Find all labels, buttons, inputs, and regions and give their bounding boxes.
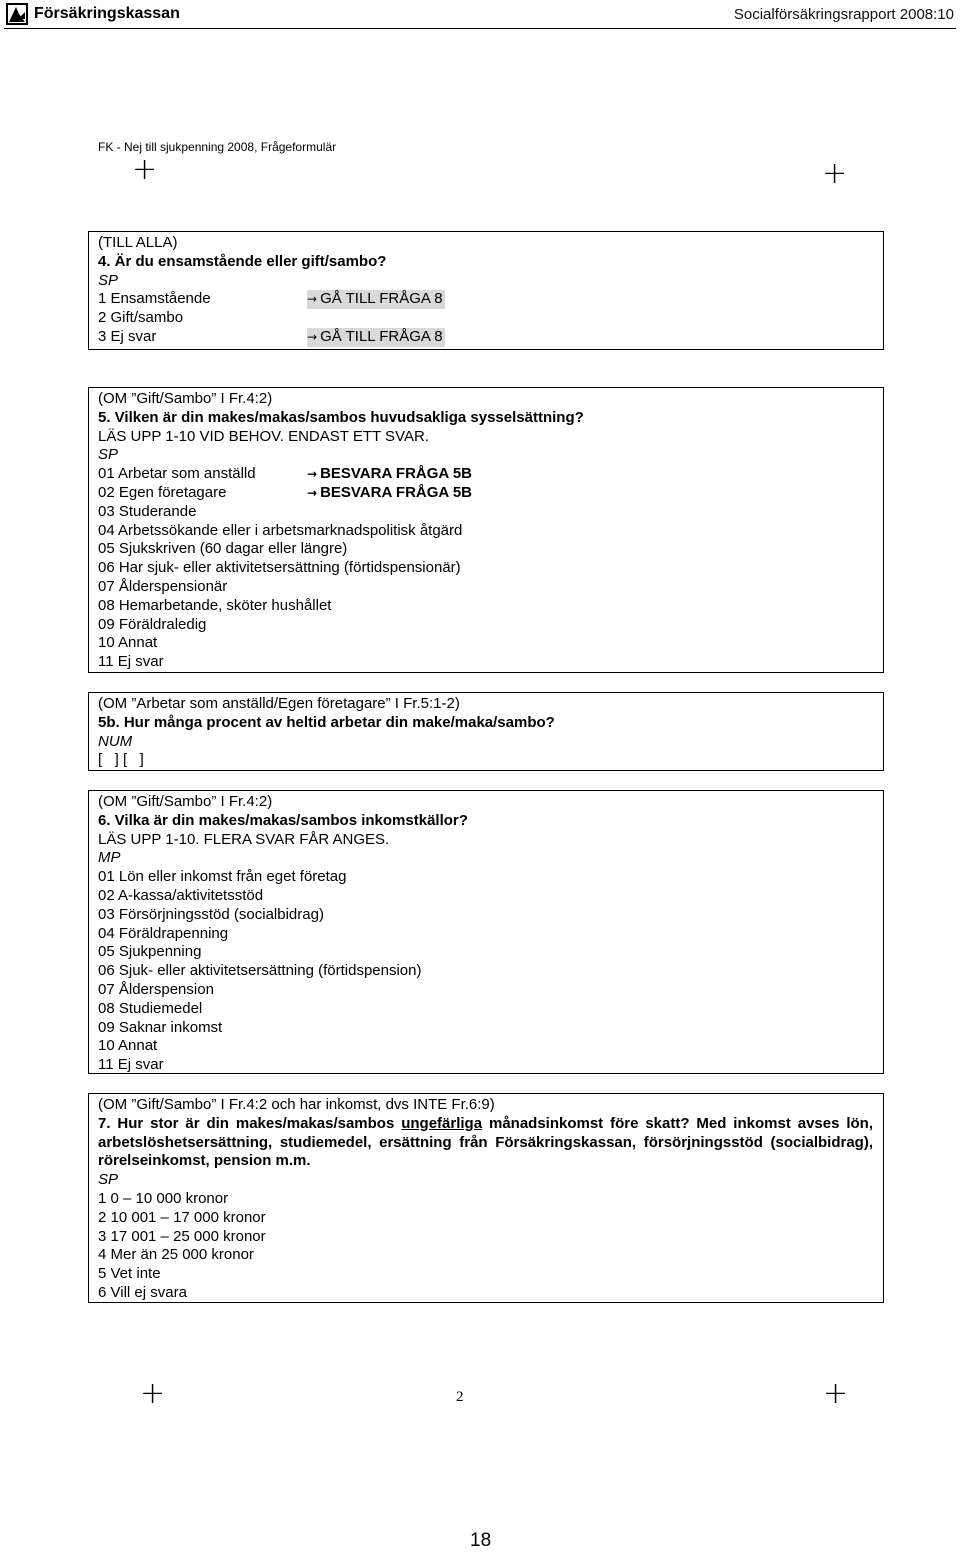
report-title: Socialförsäkringsrapport 2008:10 — [733, 6, 954, 23]
route-instruction: → BESVARA FRÅGA 5B — [307, 465, 473, 483]
option-item: 1 0 – 10 000 kronor — [98, 1189, 229, 1207]
option-item: 07 Ålderspension — [98, 980, 214, 998]
registration-mark: + — [823, 1376, 849, 1411]
arrow-icon: → — [307, 329, 318, 344]
option-item: 6 Vill ej svara — [98, 1283, 187, 1301]
route-instruction: → BESVARA FRÅGA 5B — [307, 483, 473, 501]
emphasized-word: ungefärliga — [401, 1114, 483, 1132]
option-item: 5 Vet inte — [98, 1265, 161, 1283]
option-item: 11 Ej svar — [98, 653, 164, 671]
answer-type: SP — [98, 446, 119, 464]
option-item: 02 A-kassa/aktivitetsstöd — [98, 886, 264, 904]
inner-page-number: 2 — [456, 1389, 464, 1405]
option-item: 08 Studiemedel — [98, 999, 203, 1017]
question-text: 6. Vilka är din makes/makas/sambos inkomstkällor? — [98, 811, 468, 829]
question-text: 5. Vilken är din makes/makas/sambos huvudsakliga sysselsättning? — [98, 408, 584, 426]
page-header — [4, 0, 956, 29]
form-title: FK - Nej till sjukpenning 2008, Frågeformulär — [98, 140, 337, 154]
option-item: 3 Ej svar → GÅ TILL FRÅGA 8 — [98, 327, 443, 345]
option-item: 05 Sjukpenning — [98, 943, 202, 961]
question-5-box — [88, 387, 884, 673]
logo-icon — [6, 3, 28, 25]
registration-mark: + — [140, 1376, 166, 1411]
option-item: 03 Studerande — [98, 502, 197, 520]
condition: (OM ”Gift/Sambo” I Fr.4:2) — [98, 793, 273, 810]
condition: (OM ”Gift/Sambo” I Fr.4:2) — [98, 390, 273, 407]
option-item: 3 17 001 – 25 000 kronor — [98, 1227, 266, 1245]
instruction: LÄS UPP 1-10 VID BEHOV. ENDAST ETT SVAR. — [98, 427, 429, 445]
option-item: 01 Arbetar som anställd → BESVARA FRÅGA 5B — [98, 465, 473, 483]
option-item: 10 Annat — [98, 1037, 158, 1055]
option-item: 01 Lön eller inkomst från eget företag — [98, 868, 347, 886]
question-text: 7. Hur stor är din makes/makas/sambos ungefärliga månadsinkomst före skatt? Med inkomst avses lön, arbetslöshetsersättning, studiemedel, ersättning från Försäkringskassan, försörjningsstöd (socialbidrag), rörelseinkomst, pension m.m. — [98, 1114, 873, 1170]
option-item: 02 Egen företagare → BESVARA FRÅGA 5B — [98, 483, 473, 501]
option-item: 4 Mer än 25 000 kronor — [98, 1246, 254, 1264]
arrow-icon: → — [307, 467, 318, 482]
option-item: 09 Föräldraledig — [98, 615, 207, 633]
logo-text: Försäkringskassan — [34, 5, 180, 22]
option-item: 06 Har sjuk- eller aktivitetsersättning (förtidspensionär) — [98, 559, 461, 577]
numeric-input-field: [ ] [ ] — [98, 751, 144, 769]
instruction: LÄS UPP 1-10. FLERA SVAR FÅR ANGES. — [98, 830, 390, 848]
question-text: 5b. Hur många procent av heltid arbetar din make/maka/sambo? — [98, 713, 555, 731]
page-number: 18 — [470, 1530, 492, 1551]
question-4-box — [88, 231, 884, 350]
answer-type: SP — [98, 1171, 119, 1189]
answer-type: MP — [98, 849, 121, 867]
question-7-box — [88, 1093, 884, 1303]
option-item: 2 10 001 – 17 000 kronor — [98, 1208, 266, 1226]
option-item: 05 Sjukskriven (60 dagar eller längre) — [98, 540, 348, 558]
option-item: 09 Saknar inkomst — [98, 1018, 223, 1036]
arrow-icon: → — [307, 292, 318, 307]
registration-mark: + — [822, 156, 848, 191]
question-5b-box — [88, 692, 884, 771]
answer-type: SP — [98, 271, 119, 289]
question-6-box — [88, 790, 884, 1074]
option-item: 06 Sjuk- eller aktivitetsersättning (förtidspension) — [98, 962, 422, 980]
registration-mark: + — [132, 152, 158, 187]
option-item: 07 Ålderspensionär — [98, 577, 228, 595]
question-text: 4. Är du ensamstående eller gift/sambo? — [98, 252, 387, 270]
condition: (TILL ALLA) — [98, 234, 178, 251]
option-item: 11 Ej svar — [98, 1056, 164, 1074]
option-item: 1 Ensamstående → GÅ TILL FRÅGA 8 — [98, 290, 443, 308]
option-item: 08 Hemarbetande, sköter hushållet — [98, 596, 332, 614]
condition: (OM ”Gift/Sambo” I Fr.4:2 och har inkomst, dvs INTE Fr.6:9) — [98, 1096, 495, 1113]
answer-type: NUM — [98, 732, 133, 750]
option-item: 04 Arbetssökande eller i arbetsmarknadspolitisk åtgärd — [98, 521, 463, 539]
option-item: 03 Försörjningsstöd (socialbidrag) — [98, 905, 324, 923]
condition: (OM ”Arbetar som anställd/Egen företagare” I Fr.5:1-2) — [98, 695, 460, 712]
arrow-icon: → — [307, 485, 318, 500]
option-item: 10 Annat — [98, 634, 158, 652]
option-item: 2 Gift/sambo — [98, 309, 184, 327]
route-instruction: → GÅ TILL FRÅGA 8 — [307, 290, 443, 308]
option-item: 04 Föräldrapenning — [98, 924, 229, 942]
route-instruction: → GÅ TILL FRÅGA 8 — [307, 327, 443, 345]
logo — [6, 3, 180, 25]
